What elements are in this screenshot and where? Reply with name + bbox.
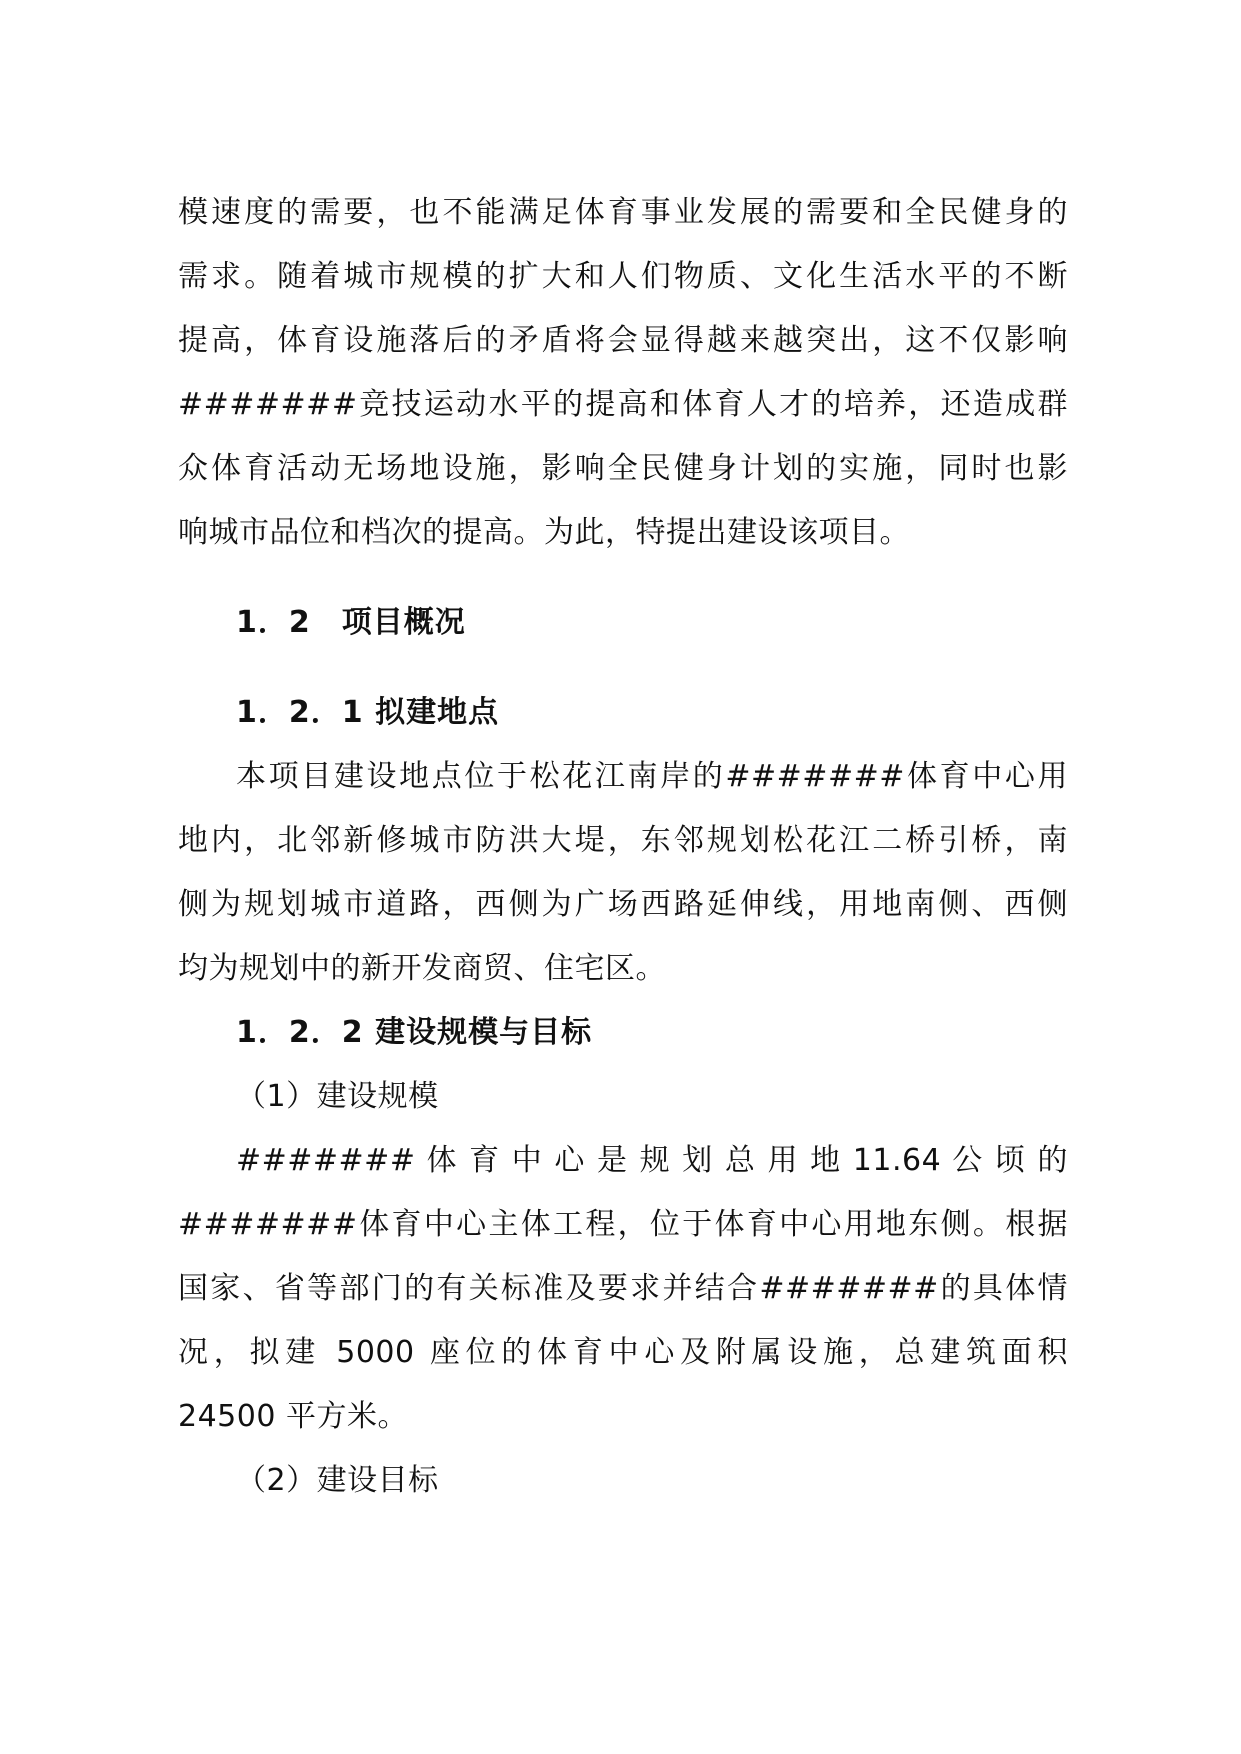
paragraph-line: 本项目建设地点位于松花江南岸的#######体育中心用 [236,759,1068,794]
paragraph-line: 模速度的需要，也不能满足体育事业发展的需要和全民健身的 [178,195,1068,230]
paragraph-line: 均为规划中的新开发商贸、住宅区。 [178,951,666,986]
paragraph-line: #######体育中心主体工程，位于体育中心用地东侧。根据 [178,1207,1068,1242]
paragraph-line: 24500 平方米。 [178,1399,408,1434]
paragraph-line: #######竞技运动水平的提高和体育人才的培养，还造成群 [178,387,1068,422]
paragraph-line: 国家、省等部门的有关标准及要求并结合#######的具体情 [178,1271,1068,1306]
paragraph-line: 提高，体育设施落后的矛盾将会显得越来越突出，这不仅影响 [178,323,1068,358]
list-subheading: （1）建设规模 [236,1079,439,1114]
list-subheading: （2）建设目标 [236,1463,439,1498]
subsection-heading: 1．2．2 建设规模与目标 [236,1015,593,1050]
paragraph-line: 侧为规划城市道路，西侧为广场西路延伸线，用地南侧、西侧 [178,887,1068,922]
section-heading: 1．2 项目概况 [236,605,466,640]
subsection-heading: 1．2．1 拟建地点 [236,695,500,730]
paragraph-line: 众体育活动无场地设施，影响全民健身计划的实施，同时也影 [178,451,1068,486]
paragraph-line: 况，拟建 5000 座位的体育中心及附属设施，总建筑面积 [178,1335,1068,1370]
paragraph-line: ####### 体 育 中 心 是 规 划 总 用 地 11.64 公 顷 的 [236,1143,1068,1178]
paragraph-line: 地内，北邻新修城市防洪大堤，东邻规划松花江二桥引桥，南 [178,823,1068,858]
paragraph-line: 响城市品位和档次的提高。为此，特提出建设该项目。 [178,515,910,550]
paragraph-line: 需求。随着城市规模的扩大和人们物质、文化生活水平的不断 [178,259,1068,294]
